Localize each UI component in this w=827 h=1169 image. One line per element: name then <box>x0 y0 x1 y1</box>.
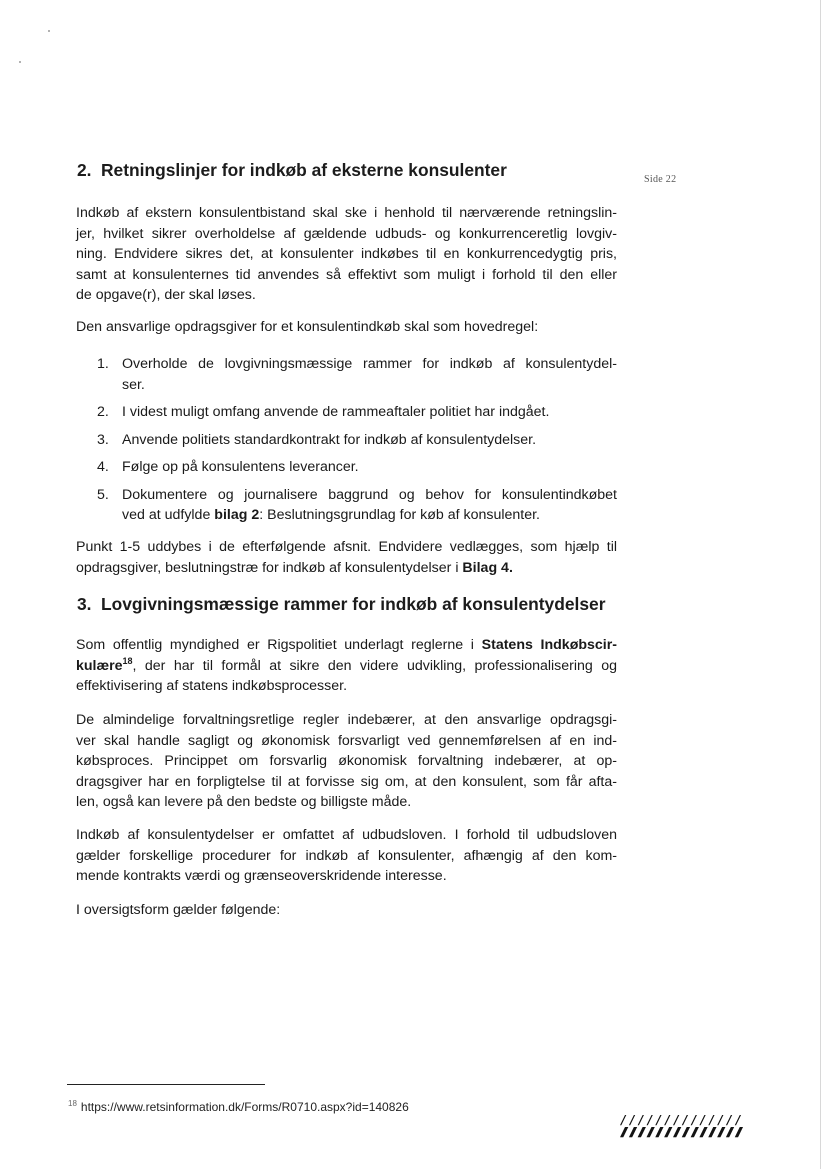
text-line: Indkøb af ekstern konsulentbistand skal ske i henhold til nærværende retningslin- <box>76 205 617 221</box>
list-number: 2. <box>97 404 109 420</box>
text-line: Overholde de lovgivningsmæssige rammer for indkøb af konsulentydel- <box>122 356 617 372</box>
footnote-number: 18 <box>68 1099 77 1108</box>
text-line: jer, hvilket sikrer overholdelse af gældende udbuds- og konkurrenceretlig lovgiv- <box>76 225 617 242</box>
text-line: Indkøb af konsulentydelser er omfattet af udbudsloven. I forhold til udbudsloven <box>76 827 617 843</box>
text-line <box>122 505 617 526</box>
list-item <box>76 402 617 423</box>
text-line: dragsgiver har en forpligtelse til at forvisse sig om, at den konsulent, som får afta- <box>76 773 617 790</box>
text-fragment: , der har til formål at sikre den videre udvikling, professionalisering og <box>132 657 617 674</box>
section-3-title: Lovgivningsmæssige rammer for indkøb af konsulentydelser <box>101 594 606 614</box>
barcode-row: ////////////// <box>620 1113 744 1127</box>
footnote-ref[interactable]: 18 <box>122 655 133 666</box>
text-line <box>76 656 617 677</box>
list-item <box>76 457 617 478</box>
scan-speck <box>19 61 21 63</box>
list-number: 4. <box>97 459 109 475</box>
section-3-heading <box>77 594 605 615</box>
section-2-title: Retningslinjer for indkøb af eksterne konsulenter <box>101 160 507 180</box>
page-edge <box>820 0 821 1169</box>
section-2-intro <box>76 203 617 306</box>
text-line: I oversigtsform gælder følgende: <box>76 902 281 918</box>
barcode-mark <box>620 1114 770 1138</box>
text-fragment: Som offentlig myndighed er Rigspolitiet underlagt reglerne i <box>76 637 482 653</box>
text-line: Den ansvarlige opdragsgiver for et konsulentindkøb skal som hovedregel: <box>76 319 539 335</box>
barcode-row: ////////////// <box>620 1125 744 1139</box>
text-line: købsproces. Princippet om forsvarlig økonomisk forvaltning indebærer, at op- <box>76 753 617 769</box>
text-line: ser. <box>122 376 145 393</box>
circular-reference: Statens Indkøbscir- <box>481 637 617 653</box>
list-number: 1. <box>97 356 109 372</box>
list-item <box>76 354 617 395</box>
list-number: 3. <box>97 431 109 448</box>
bilag-2-reference: bilag 2 <box>214 507 260 523</box>
list-item <box>76 430 617 451</box>
text-line: Følge op på konsulentens leverancer. <box>122 459 359 475</box>
text-line: mende kontrakts værdi og grænseoverskridende interesse. <box>76 868 447 884</box>
section-3-paragraph-3 <box>76 825 617 887</box>
text-line: ver skal handle sagligt og økonomisk forsvarligt ved gennemførelsen af en ind- <box>76 732 617 749</box>
text-line <box>76 635 617 656</box>
text-line: Punkt 1-5 uddybes i de efterfølgende afsnit. Endvidere vedlægges, som hjælp til <box>76 539 617 555</box>
text-line: Dokumentere og journalisere baggrund og behov for konsulentindkøbet <box>122 486 617 503</box>
text-line: I videst muligt omfang anvende de rammeaftaler politiet har indgået. <box>122 404 550 420</box>
text-line: samt at konsulenternes tid anvendes så effektivt som muligt i forhold til den eller <box>76 266 617 283</box>
section-2-closing <box>76 537 617 578</box>
text-line: Anvende politiets standardkontrakt for indkøb af konsulentydelser. <box>122 431 537 448</box>
footnote <box>68 1099 409 1114</box>
text-line: De almindelige forvaltningsretlige regler indebærer, at den ansvarlige opdragsgi- <box>76 712 617 728</box>
footnote-divider <box>67 1084 265 1085</box>
section-3-number: 3. <box>77 594 92 614</box>
text-line: ning. Endvidere sikres det, at konsulenter indkøbes til en konkurrencedygtig pris, <box>76 246 617 262</box>
footnote-link[interactable]: https://www.retsinformation.dk/Forms/R0710.aspx?id=140826 <box>80 1100 409 1114</box>
text-line: len, også kan levere på den bedste og billigste måde. <box>76 794 412 810</box>
text-fragment: opdragsgiver, beslutningstræ for indkøb af konsulentydelser i <box>76 559 463 576</box>
section-3-paragraph-4 <box>76 900 617 921</box>
section-2-number: 2. <box>77 160 92 180</box>
text-fragment: : Beslutningsgrundlag for køb af konsulenter. <box>259 507 540 523</box>
section-3-paragraph-2 <box>76 710 617 813</box>
page-number: Side 22 <box>644 174 677 185</box>
text-line: gælder forskellige procedurer for indkøb af konsulenter, afhængig af den kom- <box>76 847 617 864</box>
circular-reference: kulære <box>76 657 123 674</box>
bilag-4-reference: Bilag 4. <box>462 559 513 576</box>
text-line: effektivisering af statens indkøbsprocesser. <box>76 678 348 694</box>
scan-speck <box>48 30 50 32</box>
text-line <box>76 558 617 579</box>
text-fragment: ved at udfylde <box>122 507 215 523</box>
section-2-lead <box>76 317 617 338</box>
section-3-paragraph-1 <box>76 635 617 697</box>
section-2-heading <box>77 160 507 181</box>
list-item <box>76 485 617 526</box>
list-number: 5. <box>97 486 109 503</box>
text-line: de opgave(r), der skal løses. <box>76 287 256 303</box>
requirements-list <box>76 354 617 526</box>
